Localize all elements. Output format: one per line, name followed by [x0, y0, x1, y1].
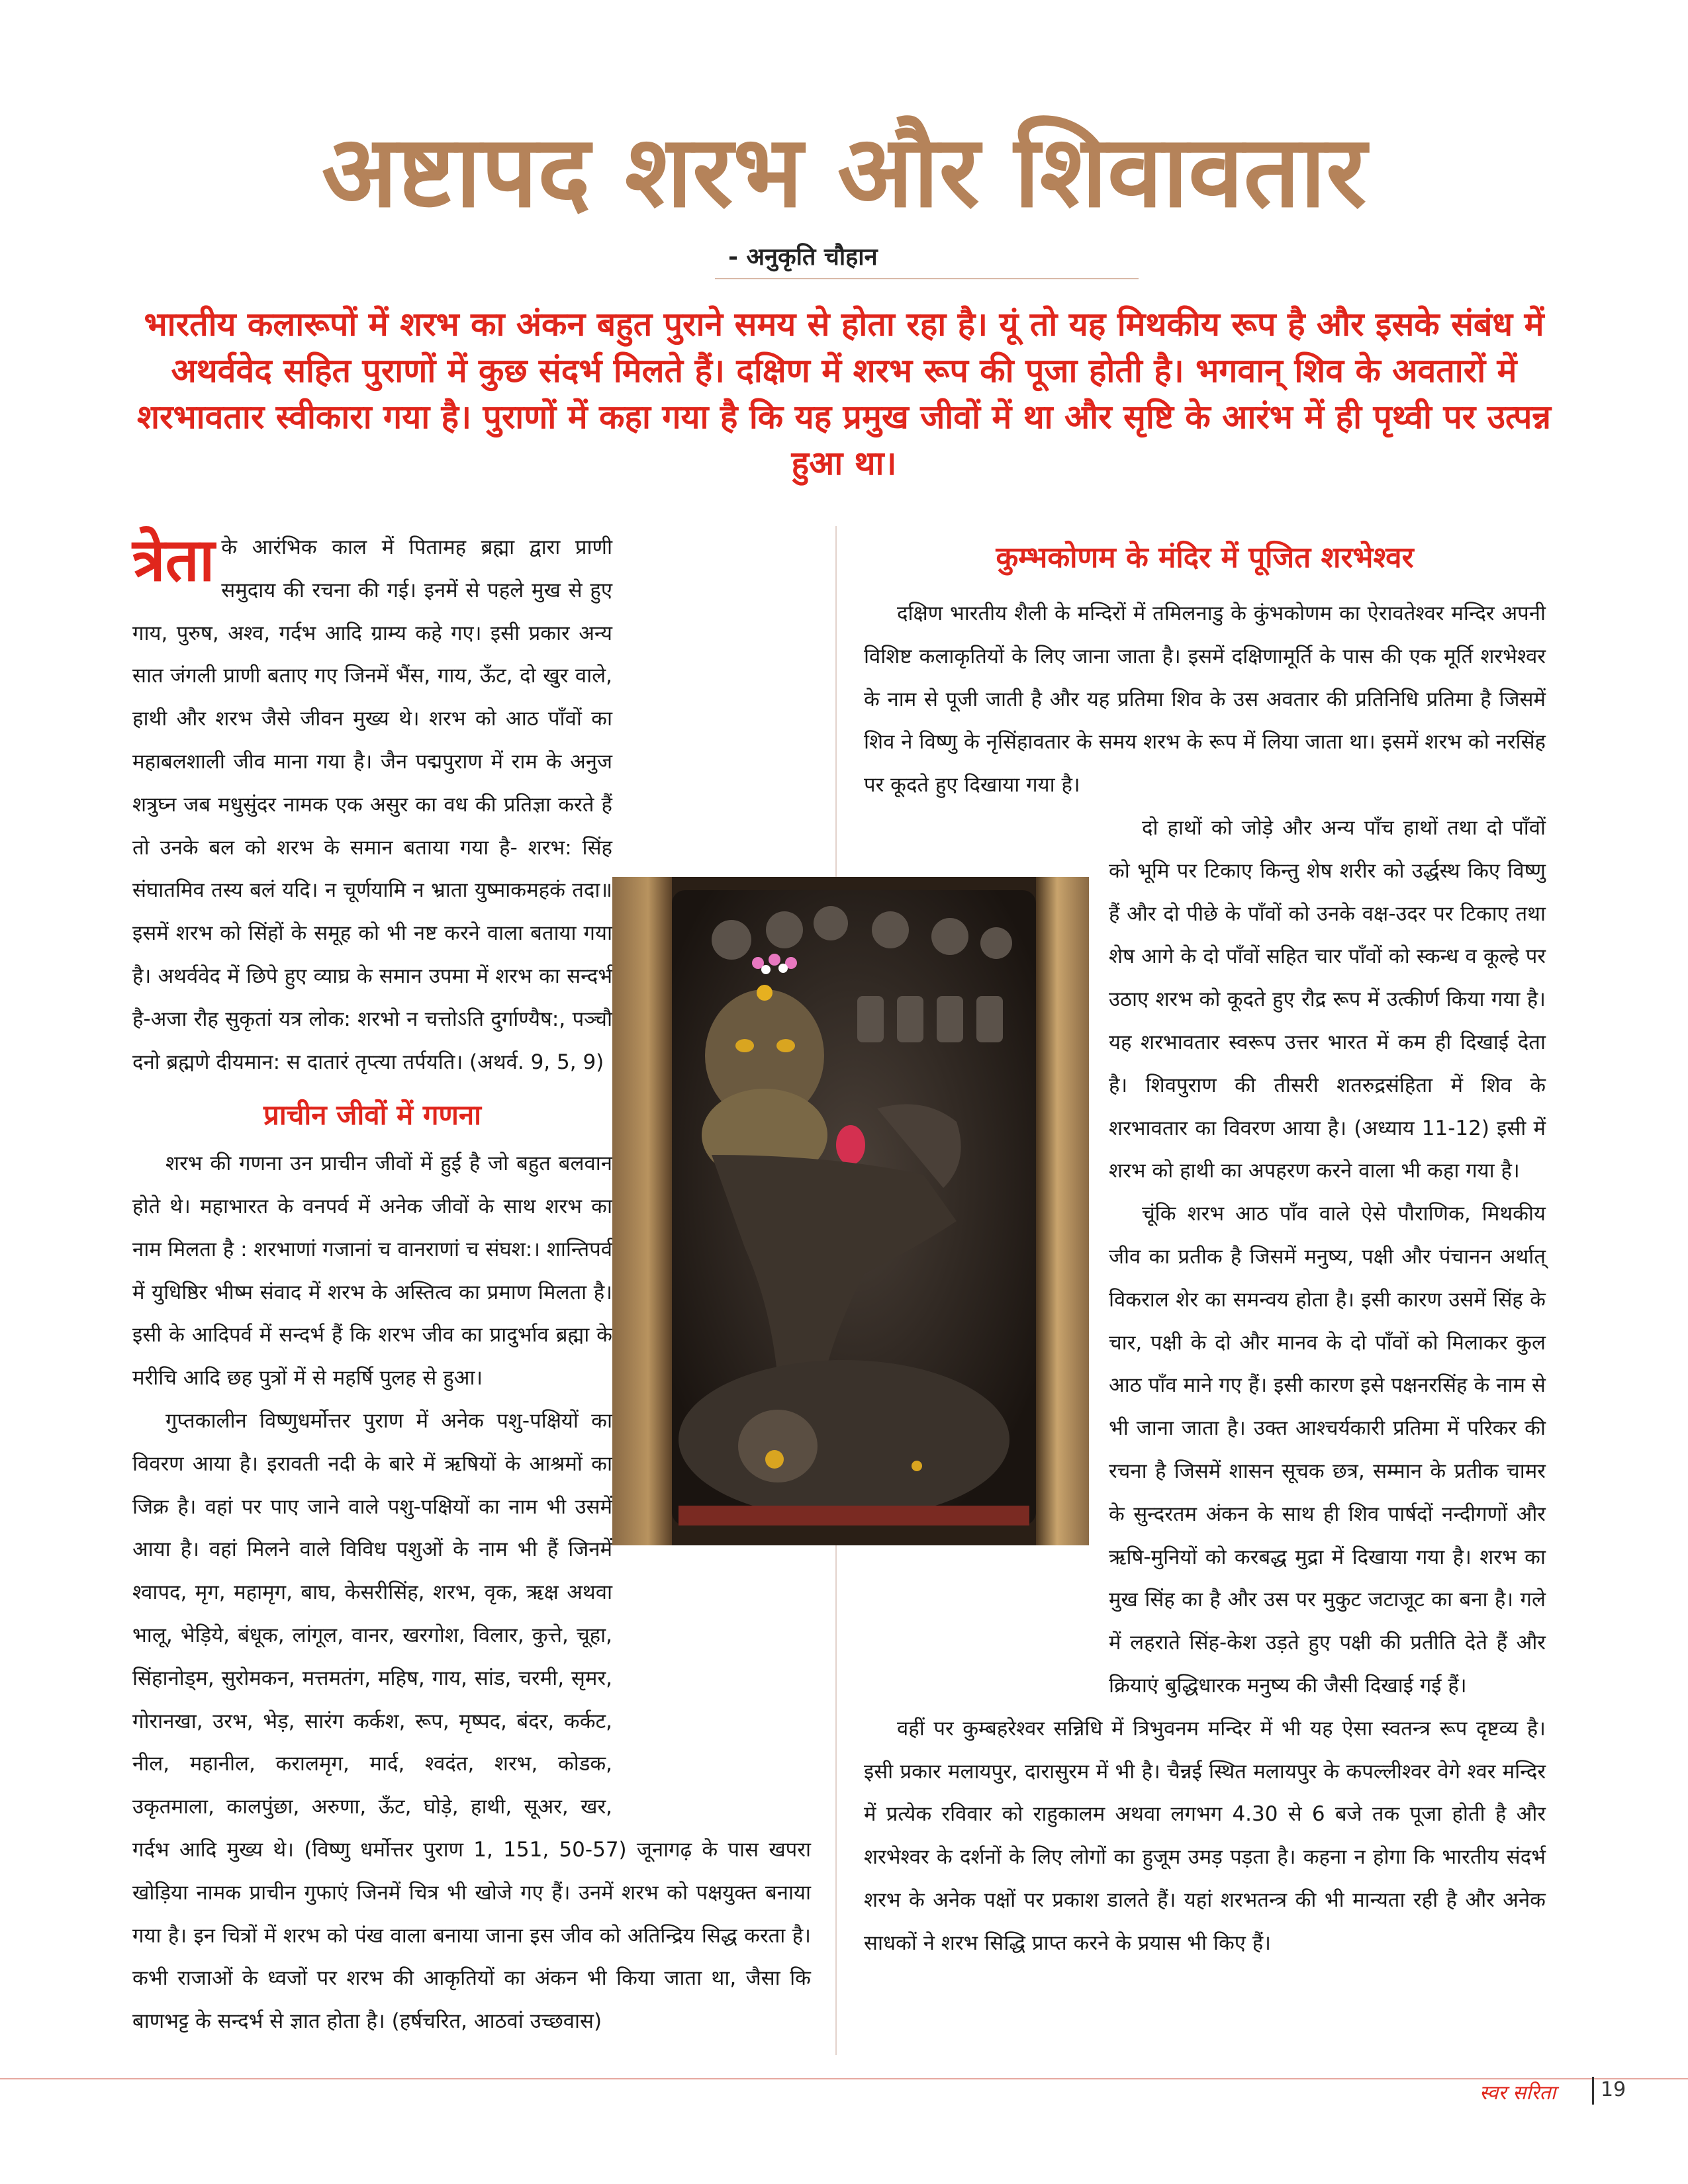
page-number-separator	[1592, 2077, 1594, 2105]
intro-paragraph: भारतीय कलारूपों में शरभ का अंकन बहुत पुराने समय से होता रहा है। यूं तो यह मिथकीय रूप है और इसके संबंध में अथर्ववेद सहित पुराणों में कुछ संदर्भ मिलते हैं। दक्षिण में शरभ रूप की पूजा होती है। भगवान् शिव के अवतारों में शरभावतार स्वीकारा गया है। पुराणों में कहा गया है कि यह प्रमुख जीवों में था और सृष्टि के आरंभ में ही पृथ्वी पर उत्पन्न हुआ था।	[137, 305, 1551, 482]
right-column-heading: कुम्भकोणम के मंदिर में पूजित शरभेश्वर	[996, 541, 1414, 574]
left-paragraph-2: शरभ की गणना उन प्राचीन जीवों में हुई है जो बहुत बलवान होते थे। महाभारत के वनपर्व में अनेक जीवों के साथ शरभ का नाम मिलता है : शरभाणां गजानां च वानराणां च संघश:। शान्तिपर्व में युधिष्ठिर भीष्म संवाद में शरभ के अस्तित्व का प्रमाण मिलता है। इसी के आदिपर्व में सन्दर्भ हैं कि शरभ जीव का प्रादुर्भाव ब्रह्मा के मरीचि आदि छह पुत्रों में से महर्षि पुलह से हुआ।	[132, 1152, 612, 1390]
author-divider	[715, 278, 1139, 279]
left-paragraph-1-text: के आरंभिक काल में पितामह ब्रह्मा द्वारा प्राणी समुदाय की रचना की गई। इनमें से पहले मुख से हुए गाय, पुरुष, अश्व, गर्दभ आदि ग्राम्य कहे गए। इसी प्रकार अन्य सात जंगली प्राणी बताए गए जिनमें भैंस, गाय, ऊँट, दो खुर वाले, हाथी और शरभ जैसे जीवन मुख्य थे। शरभ को आठ पाँवों का महाबलशाली जीव माना गया है। जैन पद्मपुराण में राम के अनुज शत्रुघ्न जब मधुसुंदर नामक एक असुर का वध की प्रतिज्ञा करते हैं तो उनके बल को शरभ के समान बताया गया है- शरभ: सिंह संघातमिव तस्य बलं यदि। न चूर्णयामि न भ्राता युष्माकमहकं तदा॥ इसमें शरभ को सिंहों के समूह को भी नष्ट करने वाला बताया गया है। अथर्ववेद में छिपे हुए व्याघ्र के समान उपमा में शरभ का सन्दर्भ है-अजा रौह सुकृतां यत्र लोक: शरभो न चत्तोऽति दुर्गाण्यैष:, पञ्चौ दनो ब्रह्मणे दीयमान: स दातारं तृप्त्या तर्पयति। (अथर्व. 9, 5, 9)	[132, 535, 612, 1074]
right-paragraph-3: चूंकि शरभ आठ पाँव वाले ऐसे पौराणिक, मिथकीय जीव का प्रतीक है जिसमें मनुष्य, पक्षी और पंचानन अर्थात् विकराल शेर का समन्वय होता है। इसी कारण उसमें सिंह के चार, पक्षी के दो और मानव के दो पाँवों को मिलाकर कुल आठ पाँव माने गए हैं। इसी कारण इसे पक्षनरसिंह के नाम से भी जाना जाता है। उक्त आश्चर्यकारी प्रतिमा में परिकर की रचना है जिसमें शासन सूचक छत्र, सम्मान के प्रतीक चामर के सुन्दरतम अंकन के साथ ही शिव पार्षदों नन्दीगणों और ऋषि-मुनियों को करबद्ध मुद्रा में दिखाया गया है। शरभ का मुख सिंह का है और उस पर मुकुट जटाजूट का बना है। गले में लहराते सिंह-केश उड़ते हुए पक्षी की प्रतीति देते हैं और क्रियाएं बुद्धिधारक मनुष्य की जैसी दिखाई गई हैं।	[1109, 1202, 1546, 1698]
drop-cap: त्रेता	[132, 525, 215, 595]
right-paragraph-4: वहीं पर कुम्बहरेश्वर सन्निधि में त्रिभुवनम मन्दिर में भी यह ऐसा स्वतन्त्र रूप दृष्टव्य है। इसी प्रकार मलायपुर, दारासुरम में भी है। चैन्नई स्थित मलायपुर के कपल्लीश्वर वेगे श्वर मन्दिर में प्रत्येक रविवार को राहुकालम अथवा लगभग 4.30 से 6 बजे तक पूजा होती है और शरभेश्वर के दर्शनों के लिए लोगों का हुजूम उमड़ पड़ता है। कहना न होगा कि भारतीय संदर्भ शरभ के अनेक पक्षों पर प्रकाश डालते हैं। यहां शरभतन्त्र की भी मान्यता रही है और अनेक साधकों ने शरभ सिद्धि प्राप्त करने के प्रयास भी किए हैं।	[864, 1716, 1546, 1955]
footer-rule	[0, 2078, 1688, 2079]
author-byline: - अनुकृति चौहान	[728, 244, 878, 271]
page-number: 19	[1601, 2078, 1626, 2101]
article-title: अष्टापद शरभ और शिवावतार	[321, 114, 1367, 230]
right-paragraph-1: दक्षिण भारतीय शैली के मन्दिरों में तमिलनाडु के कुंभकोणम का ऐरावतेश्वर मन्दिर अपनी विशिष्ट कलाकृतियों के लिए जाना जाता है। इसमें दक्षिणामूर्ति के पास की एक मूर्ति शरभेश्वर के नाम से पूजी जाती है और यह प्रतिमा शिव के उस अवतार की प्रतिनिधि प्रतिमा है जिसमें शिव ने विष्णु के नृसिंहावतार के समय शरभ के रूप में लिया जाता था। इसमें शरभ को नरसिंह पर कूदते हुए दिखाया गया है।	[864, 602, 1546, 797]
left-paragraph-3: गुप्तकालीन विष्णुधर्मोत्तर पुराण में अनेक पशु-पक्षियों का विवरण आया है। इरावती नदी के बारे में ऋषियों के आश्रमों का जिक्र है। वहां पर पाए जाने वाले पशु-पक्षियों का नाम भी उसमें आया है। वहां मिलने वाले विविध पशुओं के नाम भी हैं जिनमें श्वापद, मृग, महामृग, बाघ, केसरीसिंह, शरभ, वृक, ऋक्ष अथवा भालू, भेड़िये, बंधूक, लांगूल, वानर, खरगोश, विलार, कुत्ते, चूहा, सिंहानोड्म, सुरोमकन, मत्तमतंग, महिष, गाय, सांड, चरमी, सृमर, गोरानखा, उरभ, भेड़, सारंग कर्कश, रूप, मृष्पद, बंदर, कर्कट, नील, महानील, करालमृग, मार्द, श्वदंत, शरभ, कोडक, उकृतमाला, कालपुंछा, अरुणा, ऊँट, घोड़े, हाथी, सूअर, खर, गर्दभ आदि मुख्य थे। (विष्णु धर्मोत्तर पुराण 1, 151, 50-57) जूनागढ़ के पास खपरा खोड़िया नामक प्राचीन गुफाएं जिनमें चित्र भी खोजे गए हैं। उनमें शरभ को पक्षयुक्त बनाया गया है। इन चित्रों में शरभ को पंख वाला बनाया जाना इस जीव को अतिन्द्रिय सिद्ध करता है। कभी राजाओं के ध्वजों पर शरभ की आकृतियों का अंकन भी किया जाता था, जैसा कि बाणभट्ट के सन्दर्भ से ज्ञात होता है। (हर्षचरित, आठवां उच्छवास)	[132, 1408, 811, 2034]
right-paragraph-2: दो हाथों को जोड़े और अन्य पाँच हाथों तथा दो पाँवों को भूमि पर टिकाए किन्तु शेष शरीर को उर्द्धस्थ किए विष्णु हैं और दो पीछे के पाँवों को उनके वक्ष-उदर पर टिकाए तथा शेष आगे के दो पाँवों सहित चार पाँवों को स्कन्ध व कूल्हे पर उठाए शरभ को कूदते हुए रौद्र रूप में उत्कीर्ण किया गया है। यह शरभावतार स्वरूप उत्तर भारत में कम ही दिखाई देता है। शिवपुराण की तीसरी शतरुद्रसंहिता में शिव के शरभावतार का विवरण आया है। (अध्याय 11-12) इसी में शरभ को हाथी का अपहरण करने वाला भी कहा गया है।	[1109, 815, 1546, 1183]
magazine-name: स्वर सरिता	[1479, 2081, 1556, 2105]
section-subheading: प्राचीन जीवों में गणना	[263, 1099, 482, 1132]
sharabha-sculpture-photo	[612, 877, 1089, 1545]
